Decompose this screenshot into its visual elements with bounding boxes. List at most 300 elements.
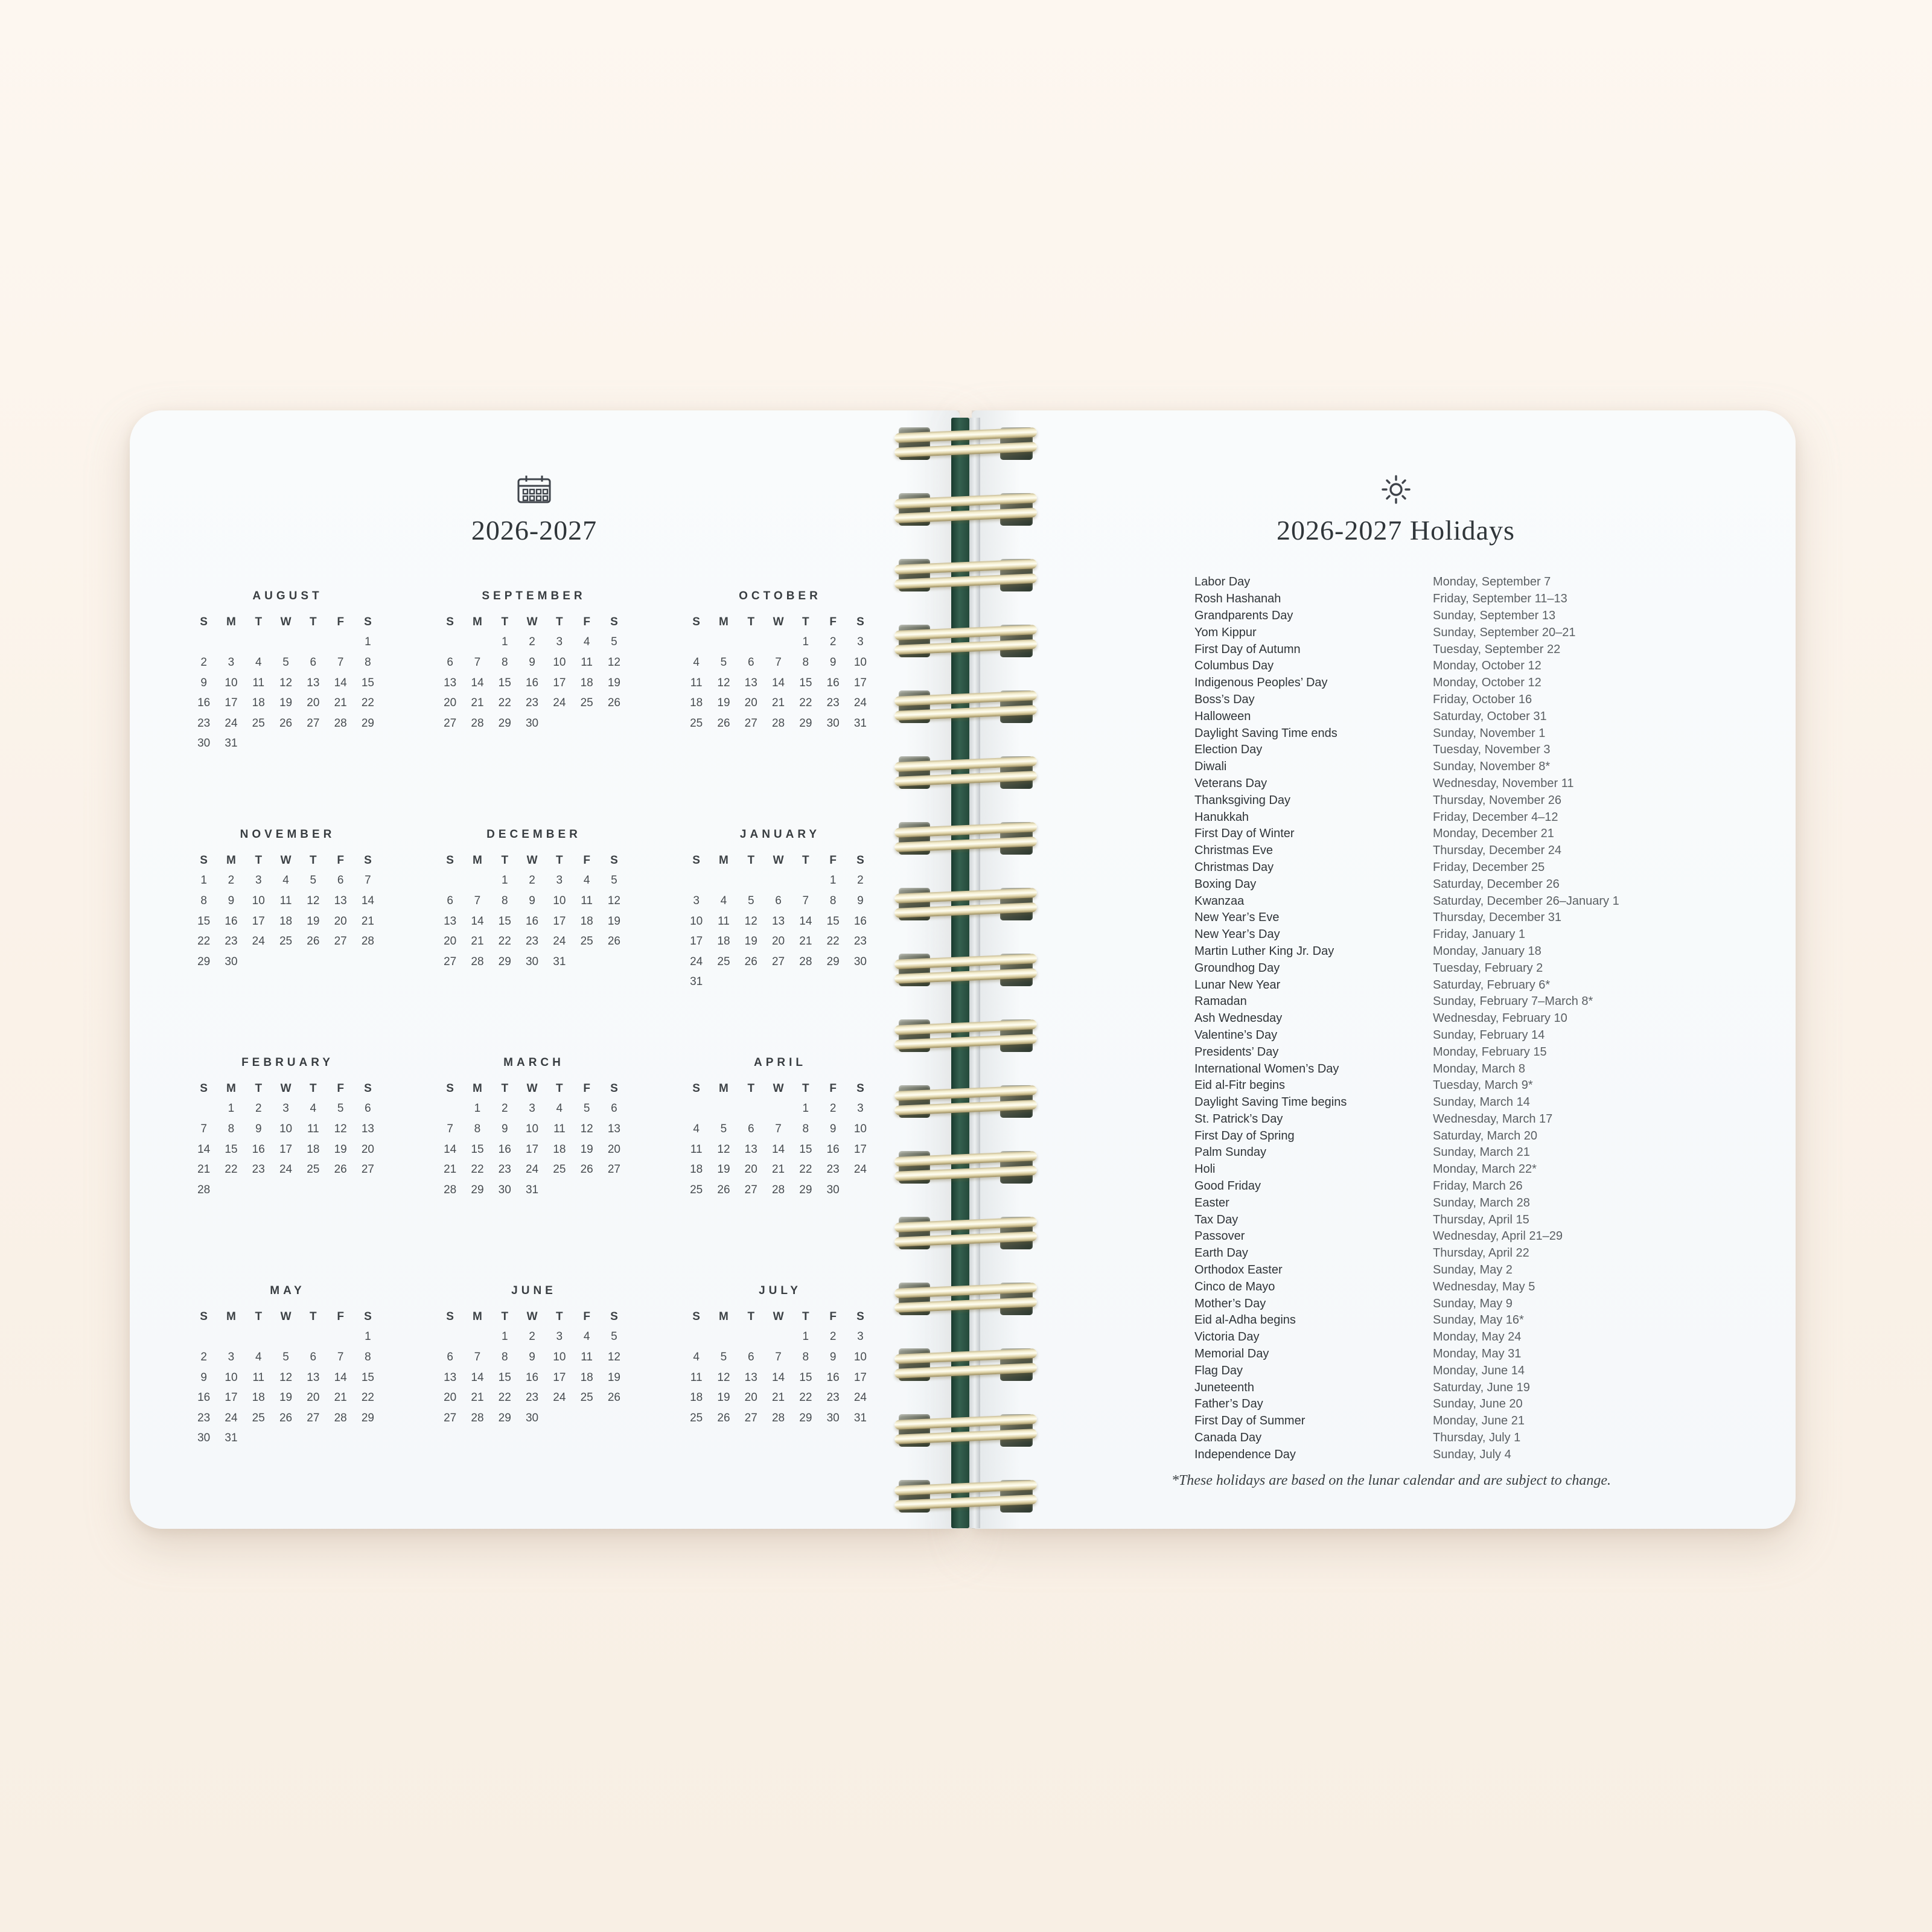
calendar-icon — [517, 474, 552, 505]
day-cell: 29 — [799, 716, 812, 730]
day-cell: 31 — [853, 716, 867, 730]
day-cell: 4 — [693, 655, 700, 669]
holiday-name: Thanksgiving Day — [1194, 793, 1290, 807]
holiday-date: Monday, December 21 — [1433, 827, 1554, 841]
holiday-date: Thursday, July 1 — [1433, 1431, 1521, 1445]
empty-day-cell — [190, 1327, 217, 1348]
day-cell: 18 — [580, 676, 593, 689]
day-cell: 12 — [334, 1122, 347, 1135]
holiday-row — [1194, 910, 1619, 926]
day-cell: 9 — [255, 1122, 262, 1135]
day-cell: 22 — [498, 1391, 511, 1404]
day-cell: 7 — [474, 1350, 481, 1363]
day-cell: 18 — [580, 914, 593, 928]
day-cell: 25 — [252, 716, 265, 730]
day-of-week-label: S — [446, 1082, 454, 1095]
holiday-name: International Women’s Day — [1194, 1062, 1339, 1076]
day-of-week-label: S — [610, 1082, 618, 1095]
holiday-name: Easter — [1194, 1196, 1229, 1210]
holiday-name: Cinco de Mayo — [1194, 1280, 1275, 1293]
day-cell: 30 — [498, 1183, 511, 1196]
day-cell: 3 — [556, 874, 563, 887]
day-cell: 4 — [255, 655, 262, 669]
holiday-row — [1194, 1161, 1619, 1178]
day-cell: 8 — [228, 1122, 235, 1135]
day-cell: 17 — [525, 1143, 539, 1156]
day-of-week-label: T — [501, 615, 509, 628]
holiday-name: Juneteenth — [1194, 1380, 1254, 1394]
day-cell: 8 — [365, 1350, 371, 1363]
day-cell: 1 — [501, 1330, 508, 1344]
empty-day-cell — [765, 633, 792, 653]
empty-day-cell — [710, 871, 737, 891]
day-of-week-label: T — [802, 853, 809, 867]
day-cell: 26 — [717, 1411, 730, 1424]
empty-day-cell — [464, 871, 491, 891]
day-cell: 16 — [252, 1143, 265, 1156]
day-cell: 25 — [580, 697, 593, 710]
day-cell: 23 — [252, 1163, 265, 1176]
day-cell: 5 — [583, 1102, 590, 1115]
day-of-week-label: W — [280, 1082, 292, 1095]
day-cell: 8 — [474, 1122, 481, 1135]
day-cell: 9 — [829, 1122, 837, 1135]
day-cell: 1 — [200, 874, 207, 887]
day-cell: 17 — [252, 914, 265, 928]
holiday-name: Valentine’s Day — [1194, 1028, 1278, 1042]
day-cell: 27 — [771, 955, 785, 968]
day-cell: 11 — [690, 676, 703, 689]
day-cell: 17 — [225, 1391, 238, 1404]
day-cell: 12 — [279, 1371, 293, 1384]
day-cell: 19 — [607, 676, 620, 689]
day-cell: 30 — [197, 737, 211, 750]
day-of-week-label: M — [473, 615, 482, 628]
empty-day-cell — [792, 871, 819, 891]
holiday-name: Labor Day — [1194, 575, 1251, 589]
holiday-name: Victoria Day — [1194, 1330, 1260, 1344]
day-cell: 15 — [799, 1371, 812, 1384]
month-title: JANUARY — [739, 828, 821, 841]
holiday-name: Mother’s Day — [1194, 1296, 1266, 1310]
day-cell: 3 — [282, 1102, 289, 1115]
right-page-header — [984, 474, 1808, 546]
day-cell: 2 — [255, 1102, 262, 1115]
day-cell: 20 — [771, 935, 785, 948]
day-cell: 27 — [444, 955, 457, 968]
day-cell: 17 — [279, 1143, 293, 1156]
day-cell: 29 — [799, 1411, 812, 1424]
day-cell: 22 — [799, 697, 812, 710]
day-cell: 5 — [720, 1122, 727, 1135]
day-of-week-label: T — [501, 1310, 509, 1323]
day-cell: 22 — [826, 935, 840, 948]
day-cell: 23 — [525, 935, 539, 948]
holiday-date: Monday, June 21 — [1433, 1414, 1525, 1428]
holiday-row — [1194, 1329, 1619, 1346]
day-cell: 6 — [337, 874, 344, 887]
day-cell: 24 — [690, 955, 703, 968]
day-of-week-label: M — [226, 615, 236, 628]
holiday-date: Sunday, March 28 — [1433, 1196, 1530, 1210]
holiday-row — [1194, 1430, 1619, 1447]
day-of-week-label: M — [719, 1082, 728, 1095]
day-cell: 15 — [799, 676, 812, 689]
day-cell: 12 — [717, 1143, 730, 1156]
empty-day-cell — [299, 633, 327, 653]
month-grid — [190, 1307, 381, 1449]
month-may — [190, 1268, 381, 1449]
day-cell: 29 — [498, 955, 511, 968]
day-of-week-label: S — [856, 1310, 864, 1323]
day-cell: 28 — [771, 1183, 785, 1196]
day-of-week-label: T — [255, 853, 263, 867]
day-cell: 18 — [307, 1143, 320, 1156]
holiday-row — [1194, 708, 1619, 725]
holiday-name: Diwali — [1194, 760, 1227, 774]
day-cell: 7 — [775, 1122, 782, 1135]
day-cell: 3 — [857, 1330, 864, 1344]
day-of-week-label: S — [200, 853, 208, 867]
day-cell: 5 — [720, 1350, 727, 1363]
day-cell: 24 — [525, 1163, 539, 1176]
month-grid — [436, 850, 628, 972]
empty-day-cell — [327, 1327, 354, 1348]
day-cell: 25 — [717, 955, 730, 968]
day-cell: 5 — [282, 655, 289, 669]
day-cell: 3 — [857, 1102, 864, 1115]
day-of-week-label: M — [719, 853, 728, 867]
day-of-week-label: W — [526, 853, 538, 867]
sun-icon — [1381, 474, 1411, 505]
month-june — [436, 1268, 628, 1429]
holiday-row — [1194, 641, 1619, 658]
empty-day-cell — [738, 633, 765, 653]
day-cell: 1 — [802, 636, 809, 649]
day-cell: 8 — [802, 655, 809, 669]
day-of-week-label: F — [829, 1310, 837, 1323]
holiday-name: Earth Day — [1194, 1246, 1248, 1260]
day-of-week-label: F — [583, 1310, 590, 1323]
day-cell: 11 — [553, 1122, 566, 1135]
left-page-title: 2026-2027 — [471, 515, 598, 546]
day-cell: 6 — [447, 894, 453, 907]
day-cell: 12 — [607, 894, 620, 907]
day-cell: 15 — [498, 1371, 511, 1384]
day-cell: 26 — [607, 1391, 620, 1404]
empty-day-cell — [738, 871, 765, 891]
holiday-row — [1194, 1027, 1619, 1044]
day-cell: 30 — [826, 716, 840, 730]
day-cell: 16 — [525, 914, 539, 928]
holiday-date: Sunday, March 14 — [1433, 1095, 1530, 1109]
holiday-name: Independence Day — [1194, 1447, 1296, 1461]
day-cell: 14 — [334, 1371, 347, 1384]
day-cell: 26 — [717, 716, 730, 730]
day-cell: 7 — [337, 1350, 344, 1363]
holiday-date: Tuesday, September 22 — [1433, 642, 1561, 656]
day-cell: 21 — [334, 697, 347, 710]
day-cell: 27 — [361, 1163, 374, 1176]
day-cell: 2 — [529, 636, 535, 649]
day-cell: 20 — [444, 1391, 457, 1404]
holiday-date: Sunday, November 8* — [1433, 760, 1551, 774]
day-of-week-label: S — [610, 1310, 618, 1323]
holiday-name: Good Friday — [1194, 1179, 1261, 1193]
day-cell: 29 — [361, 716, 374, 730]
holiday-name: Yom Kippur — [1194, 625, 1257, 639]
holiday-date: Monday, October 12 — [1433, 659, 1541, 673]
holiday-date: Thursday, November 26 — [1433, 793, 1562, 807]
day-cell: 30 — [853, 955, 867, 968]
holiday-name: Presidents’ Day — [1194, 1045, 1279, 1059]
month-november — [190, 812, 381, 972]
empty-day-cell — [738, 1327, 765, 1348]
holiday-date: Sunday, September 20–21 — [1433, 625, 1576, 639]
holiday-row — [1194, 1144, 1619, 1161]
day-of-week-label: F — [829, 1082, 837, 1095]
empty-day-cell — [683, 1099, 710, 1120]
holiday-row — [1194, 993, 1619, 1010]
left-page-header — [130, 474, 939, 546]
day-cell: 17 — [853, 1371, 867, 1384]
holiday-date: Sunday, September 13 — [1433, 608, 1556, 622]
holiday-date: Sunday, May 2 — [1433, 1263, 1513, 1277]
day-cell: 10 — [690, 914, 703, 928]
day-cell: 11 — [690, 1143, 703, 1156]
holiday-date: Monday, October 12 — [1433, 676, 1541, 690]
holiday-row — [1194, 943, 1619, 960]
day-cell: 11 — [581, 894, 593, 907]
month-title: JUNE — [511, 1284, 556, 1297]
day-of-week-label: S — [364, 1082, 372, 1095]
day-of-week-label: S — [856, 1082, 864, 1095]
day-cell: 2 — [200, 1350, 207, 1363]
day-cell: 17 — [553, 914, 566, 928]
day-cell: 9 — [529, 894, 535, 907]
day-cell: 13 — [444, 676, 457, 689]
holiday-row — [1194, 926, 1619, 943]
day-of-week-label: S — [200, 1082, 208, 1095]
day-cell: 18 — [690, 1391, 703, 1404]
holiday-name: Daylight Saving Time ends — [1194, 726, 1337, 740]
day-cell: 24 — [853, 1163, 867, 1176]
day-cell: 29 — [498, 1411, 511, 1424]
month-title: APRIL — [754, 1056, 806, 1069]
day-cell: 19 — [307, 914, 320, 928]
day-cell: 29 — [498, 716, 511, 730]
month-title: FEBRUARY — [241, 1056, 334, 1069]
day-cell: 10 — [553, 655, 566, 669]
holiday-name: First Day of Winter — [1194, 827, 1295, 841]
day-cell: 20 — [334, 914, 347, 928]
day-cell: 5 — [611, 874, 617, 887]
day-cell: 29 — [826, 955, 840, 968]
day-of-week-label: S — [446, 1310, 454, 1323]
holiday-row — [1194, 1228, 1619, 1245]
day-cell: 19 — [717, 697, 730, 710]
holiday-name: Ramadan — [1194, 995, 1247, 1009]
day-cell: 13 — [607, 1122, 620, 1135]
holiday-name: Lunar New Year — [1194, 978, 1281, 992]
holiday-name: Christmas Eve — [1194, 844, 1274, 858]
day-of-week-label: T — [556, 615, 563, 628]
day-of-week-label: W — [773, 1082, 784, 1095]
holiday-name: Grandparents Day — [1194, 608, 1293, 622]
day-cell: 19 — [607, 914, 620, 928]
holiday-date: Saturday, June 19 — [1433, 1380, 1530, 1394]
holiday-name: Kwanzaa — [1194, 894, 1245, 908]
empty-day-cell — [710, 1327, 737, 1348]
day-cell: 15 — [197, 914, 211, 928]
holiday-date: Thursday, December 24 — [1433, 844, 1562, 858]
month-grid — [683, 850, 874, 992]
day-cell: 6 — [611, 1102, 617, 1115]
day-cell: 10 — [853, 1122, 867, 1135]
day-cell: 6 — [447, 655, 453, 669]
day-of-week-label: S — [856, 615, 864, 628]
day-of-week-label: S — [364, 853, 372, 867]
day-cell: 24 — [225, 716, 238, 730]
day-cell: 10 — [525, 1122, 539, 1135]
day-cell: 30 — [826, 1411, 840, 1424]
day-cell: 30 — [225, 955, 238, 968]
day-cell: 10 — [225, 676, 238, 689]
holiday-row — [1194, 1262, 1619, 1279]
holiday-row — [1194, 1295, 1619, 1312]
empty-day-cell — [245, 633, 272, 653]
day-cell: 2 — [228, 874, 235, 887]
empty-day-cell — [436, 1099, 464, 1120]
day-cell: 12 — [717, 1371, 730, 1384]
holiday-name: Orthodox Easter — [1194, 1263, 1283, 1277]
day-cell: 4 — [310, 1102, 317, 1115]
holiday-date: Monday, May 31 — [1433, 1347, 1522, 1361]
day-cell: 23 — [826, 697, 840, 710]
day-cell: 11 — [252, 676, 265, 689]
day-of-week-label: T — [255, 615, 263, 628]
day-cell: 23 — [498, 1163, 511, 1176]
holiday-row — [1194, 977, 1619, 993]
day-cell: 28 — [334, 1411, 347, 1424]
day-cell: 4 — [282, 874, 289, 887]
day-cell: 21 — [799, 935, 812, 948]
day-cell: 4 — [583, 1330, 590, 1344]
day-cell: 13 — [444, 1371, 457, 1384]
day-cell: 6 — [775, 894, 782, 907]
day-cell: 15 — [225, 1143, 238, 1156]
holiday-date: Sunday, February 14 — [1433, 1028, 1545, 1042]
day-cell: 7 — [474, 655, 481, 669]
day-cell: 12 — [607, 655, 620, 669]
day-of-week-label: T — [747, 1310, 755, 1323]
holiday-row — [1194, 591, 1619, 608]
day-cell: 10 — [853, 1350, 867, 1363]
month-title: JULY — [759, 1284, 802, 1297]
day-cell: 4 — [556, 1102, 563, 1115]
day-cell: 25 — [580, 935, 593, 948]
day-of-week-label: M — [226, 1310, 236, 1323]
day-cell: 15 — [471, 1143, 484, 1156]
day-of-week-label: W — [773, 1310, 784, 1323]
day-cell: 25 — [690, 1183, 703, 1196]
day-cell: 5 — [337, 1102, 344, 1115]
holiday-name: Hanukkah — [1194, 810, 1249, 824]
day-of-week-label: M — [226, 853, 236, 867]
day-cell: 25 — [279, 935, 293, 948]
day-cell: 13 — [771, 914, 785, 928]
day-of-week-label: F — [583, 853, 590, 867]
day-cell: 27 — [744, 1411, 757, 1424]
day-cell: 8 — [802, 1122, 809, 1135]
day-cell: 5 — [282, 1350, 289, 1363]
day-cell: 1 — [802, 1102, 809, 1115]
month-april — [683, 1040, 874, 1200]
day-cell: 16 — [225, 914, 238, 928]
day-cell: 11 — [252, 1371, 265, 1384]
holiday-date: Tuesday, March 9* — [1433, 1079, 1533, 1092]
day-cell: 20 — [307, 1391, 320, 1404]
day-of-week-label: T — [310, 1310, 317, 1323]
day-cell: 1 — [501, 874, 508, 887]
day-cell: 24 — [553, 1391, 566, 1404]
day-cell: 20 — [744, 1391, 757, 1404]
day-cell: 7 — [365, 874, 371, 887]
holiday-row — [1194, 1094, 1619, 1111]
holiday-date: Sunday, March 21 — [1433, 1146, 1530, 1159]
holiday-name: Martin Luther King Jr. Day — [1194, 944, 1334, 958]
empty-day-cell — [190, 1099, 217, 1120]
day-cell: 29 — [471, 1183, 484, 1196]
day-cell: 21 — [771, 697, 785, 710]
day-cell: 19 — [279, 697, 293, 710]
day-cell: 2 — [501, 1102, 508, 1115]
day-cell: 21 — [361, 914, 374, 928]
day-cell: 14 — [334, 676, 347, 689]
day-of-week-label: F — [583, 615, 590, 628]
holiday-name: Flag Day — [1194, 1363, 1243, 1377]
month-title: AUGUST — [252, 590, 323, 602]
day-cell: 13 — [361, 1122, 374, 1135]
day-cell: 29 — [361, 1411, 374, 1424]
month-title: DECEMBER — [486, 828, 581, 841]
holiday-row — [1194, 792, 1619, 809]
month-september — [436, 573, 628, 734]
day-cell: 28 — [771, 1411, 785, 1424]
day-cell: 21 — [334, 1391, 347, 1404]
day-of-week-label: S — [692, 853, 700, 867]
day-cell: 19 — [279, 1391, 293, 1404]
holiday-name: Veterans Day — [1194, 776, 1267, 790]
empty-day-cell — [190, 633, 217, 653]
holiday-row — [1194, 624, 1619, 641]
holiday-name: Holi — [1194, 1162, 1216, 1176]
day-cell: 28 — [444, 1183, 457, 1196]
day-cell: 15 — [361, 676, 374, 689]
day-of-week-label: F — [337, 615, 344, 628]
day-cell: 23 — [525, 1391, 539, 1404]
day-cell: 27 — [444, 716, 457, 730]
holiday-name: Boxing Day — [1194, 877, 1257, 891]
day-cell: 18 — [252, 697, 265, 710]
holiday-name: Boss’s Day — [1194, 692, 1255, 706]
day-cell: 20 — [744, 1163, 757, 1176]
holiday-date: Wednesday, March 17 — [1433, 1112, 1553, 1126]
day-cell: 25 — [690, 1411, 703, 1424]
day-cell: 9 — [228, 894, 235, 907]
day-of-week-label: T — [255, 1082, 263, 1095]
day-cell: 2 — [857, 874, 864, 887]
